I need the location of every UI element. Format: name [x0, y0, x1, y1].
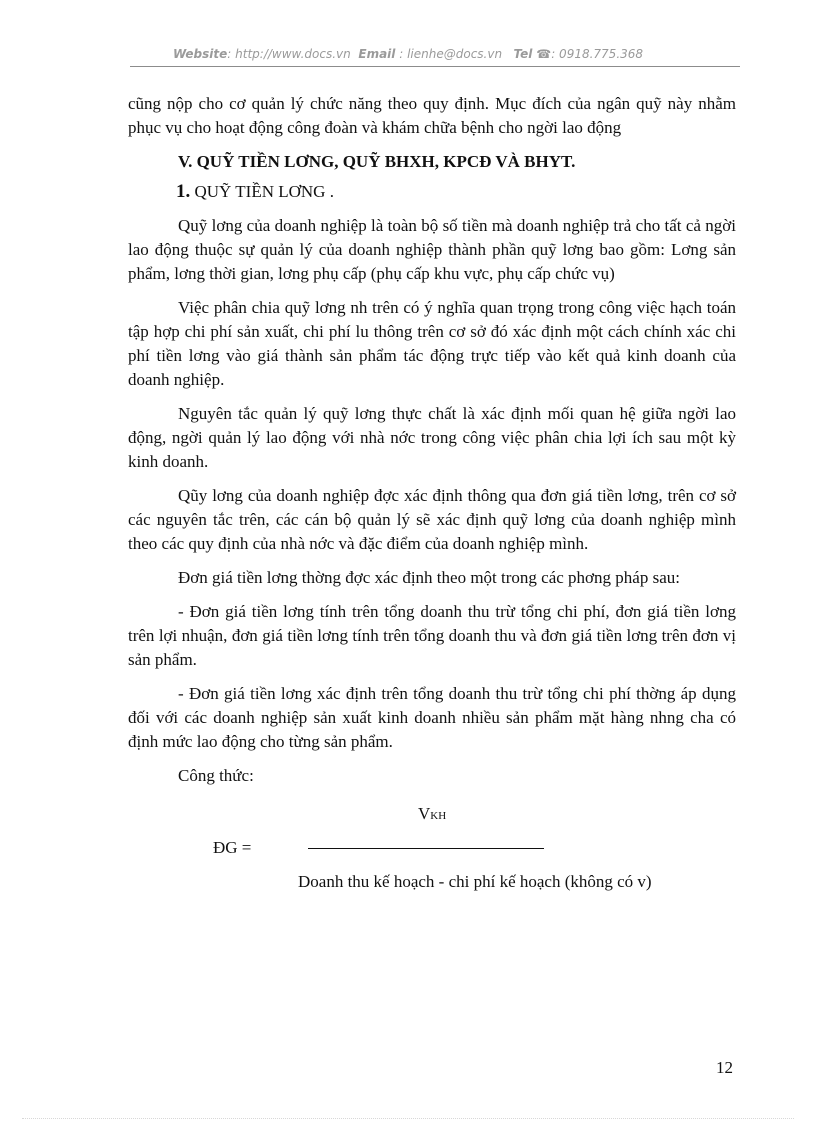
formula-numerator-main: V: [418, 804, 431, 823]
formula-lhs: ĐG =: [213, 838, 252, 857]
paragraph-5: Đơn giá tiền lơng thờng đợc xác định theo một trong các phơng pháp sau:: [178, 568, 680, 587]
paragraph-6: - Đơn giá tiền lơng tính trên tổng doanh thu trừ tổng chi phí, đơn giá tiền lơng trên lợi nhuận, đơn giá tiền lơng tính trên tổng doanh thu và đơn giá tiền lơng trên đơn vị sản phẩm.: [128, 602, 736, 669]
section-title: V. QUỸ TIỀN LƠNG, QUỸ BHXH, KPCĐ VÀ BHYT.: [178, 152, 576, 171]
paragraph-7: - Đơn giá tiền lơng xác định trên tổng doanh thu trừ tổng chi phí thờng áp dụng đối với các doanh nghiệp sản xuất kinh doanh nhiều sản phẩm mặt hàng nhng cha có định mức lao động cho từng sản phẩm.: [128, 684, 736, 751]
subsection-number: 1.: [176, 181, 191, 202]
tel-label: Tel: [513, 47, 533, 61]
phone-icon: ☎: [536, 47, 552, 61]
fraction-bar: [308, 848, 544, 849]
intro-paragraph: cũng nộp cho cơ quản lý chức năng theo quy định. Mục đích của ngân quỹ này nhằm phục vụ cho hoạt động công đoàn và khám chữa bệnh cho ngời lao động: [128, 94, 736, 137]
tel-number: : 0918.775.368: [551, 47, 644, 61]
formula-denominator: Doanh thu kế hoạch - chi phí kế hoạch (không có v): [298, 872, 652, 891]
header-divider: [130, 66, 740, 67]
email-address: : lienhe@docs.vn: [399, 47, 503, 61]
footer-divider: [22, 1118, 794, 1119]
formula-numerator-sub: KH: [430, 810, 447, 822]
subsection-heading: [128, 180, 736, 204]
website-url: : http://www.docs.vn: [227, 47, 351, 61]
paragraph-2: Việc phân chia quỹ lơng nh trên có ý nghĩa quan trọng trong công việc hạch toán tập hợp chi phí sản xuất, chi phí lu thông trên cơ sở đó xác định một cách chính xác chi phí tiền lơng vào giá thành sản phẩm tác động trực tiếp vào kết quả kinh doanh của doanh nghiệp.: [128, 298, 736, 389]
paragraph-1: Quỹ lơng của doanh nghiệp là toàn bộ số tiền mà doanh nghiệp trả cho tất cả ngời lao động thuộc sự quản lý của doanh nghiệp thành phần quỹ lơng bao gồm: Lơng sản phẩm, lơng thời gian, lơng phụ cấp (phụ cấp khu vực, phụ cấp chức vụ): [128, 216, 736, 283]
paragraph-4: Qũy lơng của doanh nghiệp đợc xác định thông qua đơn giá tiền lơng, trên cơ sở các nguyên tắc trên, các cán bộ quản lý sẽ xác định quỹ lơng của doanh nghiệp mình theo các quy định của nhà nớc và đặc điểm của doanh nghiệp mình.: [128, 486, 736, 553]
formula: [128, 802, 736, 902]
page-header: [0, 47, 816, 61]
paragraph-3: Nguyên tắc quản lý quỹ lơng thực chất là xác định mối quan hệ giữa ngời lao động, ngời quản lý lao động với nhà nớc trong công việc phân chia lợi ích sau một kỳ kinh doanh.: [128, 404, 736, 471]
page-number: 12: [716, 1058, 733, 1077]
document-body: [128, 92, 736, 902]
paragraph-8: Công thức:: [178, 766, 254, 785]
formula-numerator: [418, 802, 446, 828]
subsection-title: QUỸ TIỀN LƠNG .: [194, 182, 334, 201]
email-label: Email: [358, 47, 396, 61]
website-label: Website: [172, 47, 228, 61]
